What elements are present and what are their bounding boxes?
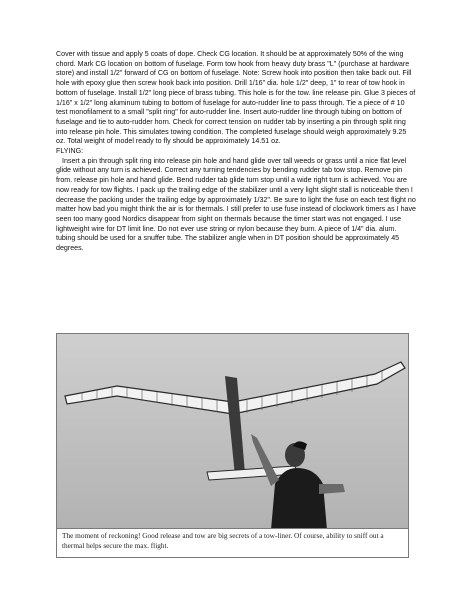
- paragraph-construction: Cover with tissue and apply 5 coats of dope. Check CG location. It should be at approximately 50% of the wing chord. Mark CG location on bottom of fuselage. Form tow hook from heavy duty brass "L" (purchase at hardware store) and install 1/2" forward of CG on bottom of fuselage. Note: Screw hook into position then take back out. Fill hole with epoxy glue then screw hook back into position. Drill 1/16" dia. hole 1/2" deep, 1" to rear of tow hook in bottom of fuselage. Install 1/2" long piece of brass tubing. This hole is for the tow. line release pin. Glue 3 pieces of 1/16" x 1/2" long aluminum tubing to bottom of fuselage for auto-rudder line to pass through. Tie a piece of # 10 test monofilament to a small "split ring" for auto-rudder line. Insert auto-rudder line through tubing on bottom of fuselage and tie to auto-rudder horn. Check for correct tension on rudder tab by inserting a pin through split ring into release pin hole. This simulates towing condition. The completed fuselage should weigh approximately 9.25 oz. Total weight of model ready to fly should be approximately 14.51 oz.: [56, 50, 416, 146]
- article-body: [56, 50, 416, 254]
- glider-launch-photo: [57, 334, 409, 529]
- figure-photo: [56, 333, 409, 529]
- section-heading-flying: FLYING:: [56, 147, 84, 156]
- paragraph-flying: Insert a pin through split ring into release pin hole and hand glide over tall weeds or grass until a nice flat level glide without any turn is achieved. Correct any turning tendencies by bending rudder tab tow stop. Remove pin from. release pin hole and hand glide. Bend rudder tab glide turn stop until a wide right turn is achieved. You are now ready for tow flights. I pack up the trailing edge of the stabilizer until a very light slight stall is noticeable then I decrease the packing under the trailing edge by approximately 1/32". Be sure to light the fuse on each test flight no matter how bad you might think the air is for thermals. I still prefer to use fuse instead of clockwork timers as I have seen too many good Nordics disappear from sight on thermals because the timer start was not engaged. I use lightweight wire for DT limit line. Do not ever use string or nylon because they burn. A piece of 1/4" dia. alum. tubing should be used for a snuffer tube. The stabilizer angle when in DT position should be approximately 45 degrees.: [56, 156, 416, 253]
- figure-caption: The moment of reckoning! Good release and tow are big secrets of a tow-liner. Of course, ability to sniff out a thermal helps secure the max. flight.: [56, 528, 409, 558]
